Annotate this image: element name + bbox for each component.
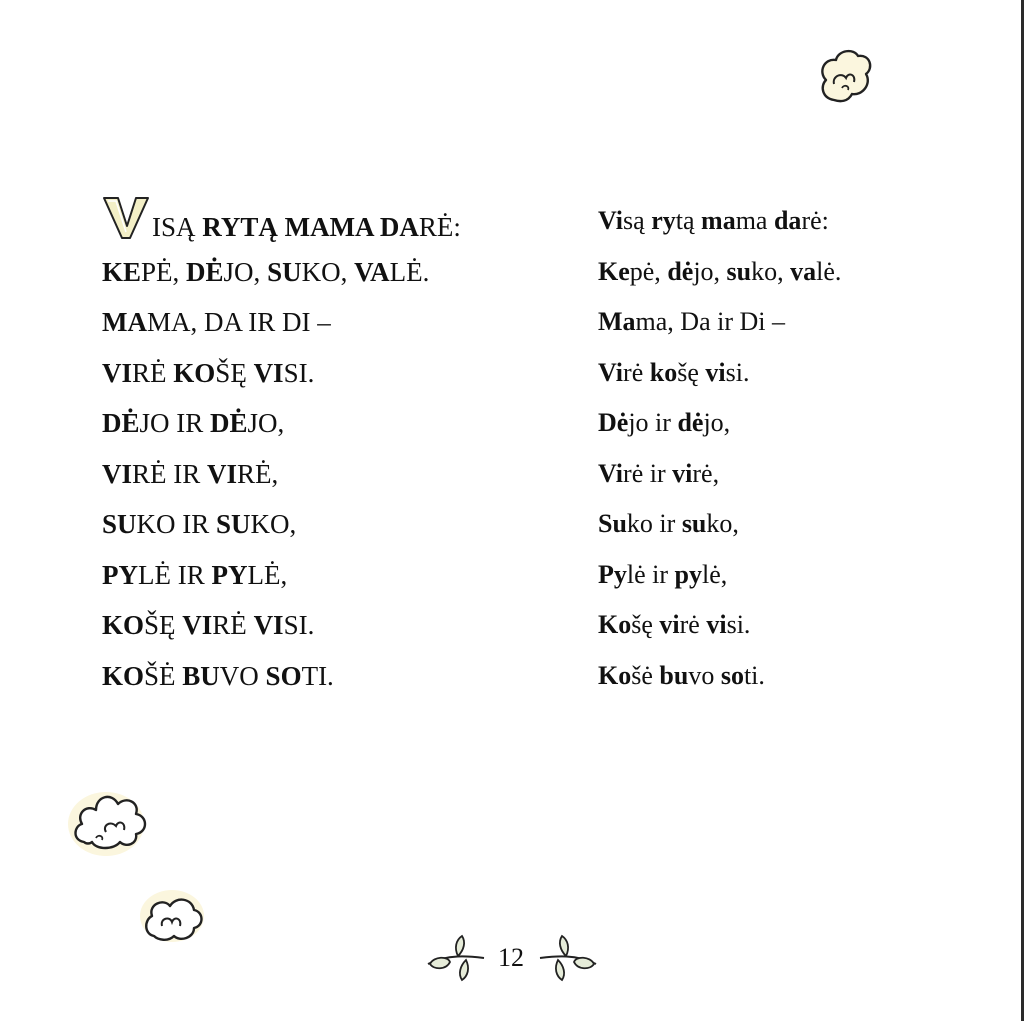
regular-text: šę <box>677 357 706 387</box>
bold-syllable: ry <box>651 206 676 235</box>
bold-syllable: Ko <box>598 660 632 690</box>
regular-text: SI. <box>283 610 315 640</box>
regular-text: lė ir <box>626 559 675 589</box>
regular-text: jo, <box>703 408 731 437</box>
regular-text: SI. <box>283 357 315 388</box>
bold-syllable: Vi <box>598 357 624 387</box>
bold-syllable: Vi <box>598 458 624 488</box>
regular-text: KO, <box>301 256 355 287</box>
regular-text: si. <box>726 610 751 639</box>
bold-syllable: VI <box>102 458 133 489</box>
regular-text: RĖ <box>132 357 174 388</box>
bold-syllable: PY <box>211 559 248 590</box>
bold-syllable: TĄ <box>240 212 285 242</box>
page-number: 12 <box>498 943 524 972</box>
bold-syllable: Vi <box>598 206 624 235</box>
bold-syllable: vi <box>706 610 727 639</box>
regular-text: ma, Da ir Di – <box>635 307 786 336</box>
bold-syllable: VI <box>102 357 133 388</box>
regular-text: KO, <box>250 509 297 539</box>
bold-syllable: Ma <box>598 307 636 336</box>
poem-line-10 <box>598 651 841 702</box>
leaf-ornament-icon <box>538 930 600 984</box>
regular-text: LĖ. <box>389 256 430 287</box>
regular-text: JO, <box>223 256 268 287</box>
regular-text: JO, <box>247 408 285 438</box>
poem-line-9 <box>598 600 841 651</box>
regular-text: ko, <box>706 509 739 538</box>
bold-syllable: dė <box>667 256 694 286</box>
bold-syllable: ko <box>649 357 678 387</box>
bold-syllable: VI <box>253 610 284 640</box>
bold-syllable: SU <box>102 509 137 539</box>
regular-text: RĖ: <box>418 212 461 242</box>
poem-line-3 <box>598 297 841 348</box>
cloud-doodle-icon <box>66 782 156 862</box>
bold-syllable: VI <box>182 610 213 640</box>
poem-line-3 <box>102 297 461 348</box>
regular-text: šę <box>631 610 660 639</box>
regular-text: lė. <box>816 256 842 286</box>
bold-syllable: Py <box>598 559 627 589</box>
poem-lowercase <box>598 196 841 701</box>
regular-text: vo <box>688 660 721 690</box>
poem-line-10 <box>102 651 461 702</box>
bold-syllable: VI <box>253 357 284 388</box>
poem-line-4 <box>598 348 841 399</box>
regular-text: RĖ, <box>237 458 279 489</box>
poem-line-5 <box>102 398 461 449</box>
bold-syllable: Su <box>598 509 627 538</box>
regular-text: LĖ IR <box>138 559 212 590</box>
regular-text: ISĄ <box>152 212 203 242</box>
bold-syllable: su <box>726 256 752 286</box>
poem-line-7 <box>102 499 461 550</box>
regular-text: ma <box>735 206 774 235</box>
bold-syllable: DA <box>379 212 419 242</box>
bold-syllable: PY <box>102 559 138 590</box>
poem-line-2 <box>598 247 841 298</box>
regular-text: šė <box>631 660 660 690</box>
regular-text: pė, <box>629 256 668 286</box>
bold-syllable: MA <box>102 307 147 337</box>
poem-line-2 <box>102 247 461 298</box>
bold-syllable: Dė <box>598 408 629 437</box>
bold-syllable: VA <box>354 256 390 287</box>
bold-syllable: KO <box>102 660 145 691</box>
regular-text: rė: <box>801 206 829 235</box>
bold-syllable: vi <box>672 458 693 488</box>
poem-line-1 <box>102 196 461 247</box>
regular-text: MA, DA IR DI – <box>146 307 331 337</box>
bold-syllable: Ko <box>598 610 632 639</box>
bold-syllable: SU <box>267 256 302 287</box>
bold-syllable: DĖ <box>186 256 224 287</box>
poem-line-8 <box>598 550 841 601</box>
bold-syllable: va <box>790 256 817 286</box>
regular-text: JO IR <box>139 408 211 438</box>
poem-line-1 <box>598 196 841 247</box>
bold-syllable: KE <box>102 256 142 287</box>
regular-text: KO IR <box>136 509 217 539</box>
bold-syllable: dė <box>677 408 704 437</box>
regular-text: tą <box>675 206 702 235</box>
bold-syllable: ma <box>701 206 736 235</box>
bold-syllable: su <box>681 509 707 538</box>
bold-syllable: KO <box>173 357 216 388</box>
bold-syllable: SO <box>265 660 302 691</box>
regular-text: VO <box>219 660 266 691</box>
regular-text: są <box>623 206 652 235</box>
regular-text: TI. <box>301 660 334 691</box>
poem-line-5 <box>598 398 841 449</box>
bold-syllable: py <box>674 559 703 589</box>
cloud-doodle-icon <box>138 886 208 946</box>
regular-text: rė <box>679 610 707 639</box>
bold-syllable: da <box>773 206 802 235</box>
poem-line-4 <box>102 348 461 399</box>
regular-text: rė, <box>692 458 720 488</box>
drop-cap-letter-icon <box>102 196 150 240</box>
regular-text: ko, <box>751 256 791 286</box>
regular-text: RĖ <box>212 610 254 640</box>
regular-text: RĖ IR <box>132 458 208 489</box>
regular-text: lė, <box>702 559 728 589</box>
regular-text: ko ir <box>626 509 682 538</box>
bold-syllable: VI <box>207 458 238 489</box>
poem-line-9 <box>102 600 461 651</box>
bold-syllable: vi <box>659 610 680 639</box>
bold-syllable: vi <box>705 357 726 387</box>
bold-syllable: KO <box>102 610 145 640</box>
regular-text: PĖ, <box>141 256 187 287</box>
regular-text: ŠĘ <box>215 357 254 388</box>
bold-syllable: RY <box>202 212 241 242</box>
regular-text: jo ir <box>628 408 678 437</box>
regular-text: rė <box>623 357 650 387</box>
poem-line-6 <box>598 449 841 500</box>
bold-syllable: Ke <box>598 256 630 286</box>
regular-text: si. <box>725 357 750 387</box>
regular-text: ti. <box>743 660 765 690</box>
bold-syllable: MA <box>329 212 380 242</box>
bold-syllable: bu <box>659 660 689 690</box>
regular-text: LĖ, <box>247 559 288 590</box>
bold-syllable: BU <box>182 660 220 691</box>
bold-syllable: MA <box>284 212 330 242</box>
poem-uppercase <box>102 196 461 701</box>
regular-text: ŠĖ <box>144 660 183 691</box>
bold-syllable: so <box>720 660 744 690</box>
poem-line-6 <box>102 449 461 500</box>
cloud-doodle-icon <box>812 44 878 108</box>
leaf-ornament-icon <box>424 930 486 984</box>
bold-syllable: SU <box>216 509 251 539</box>
bold-syllable: DĖ <box>210 408 248 438</box>
poem-line-7 <box>598 499 841 550</box>
poem-line-8 <box>102 550 461 601</box>
regular-text: rė ir <box>623 458 673 488</box>
regular-text: jo, <box>693 256 727 286</box>
regular-text: ŠĘ <box>144 610 183 640</box>
bold-syllable: DĖ <box>102 408 140 438</box>
